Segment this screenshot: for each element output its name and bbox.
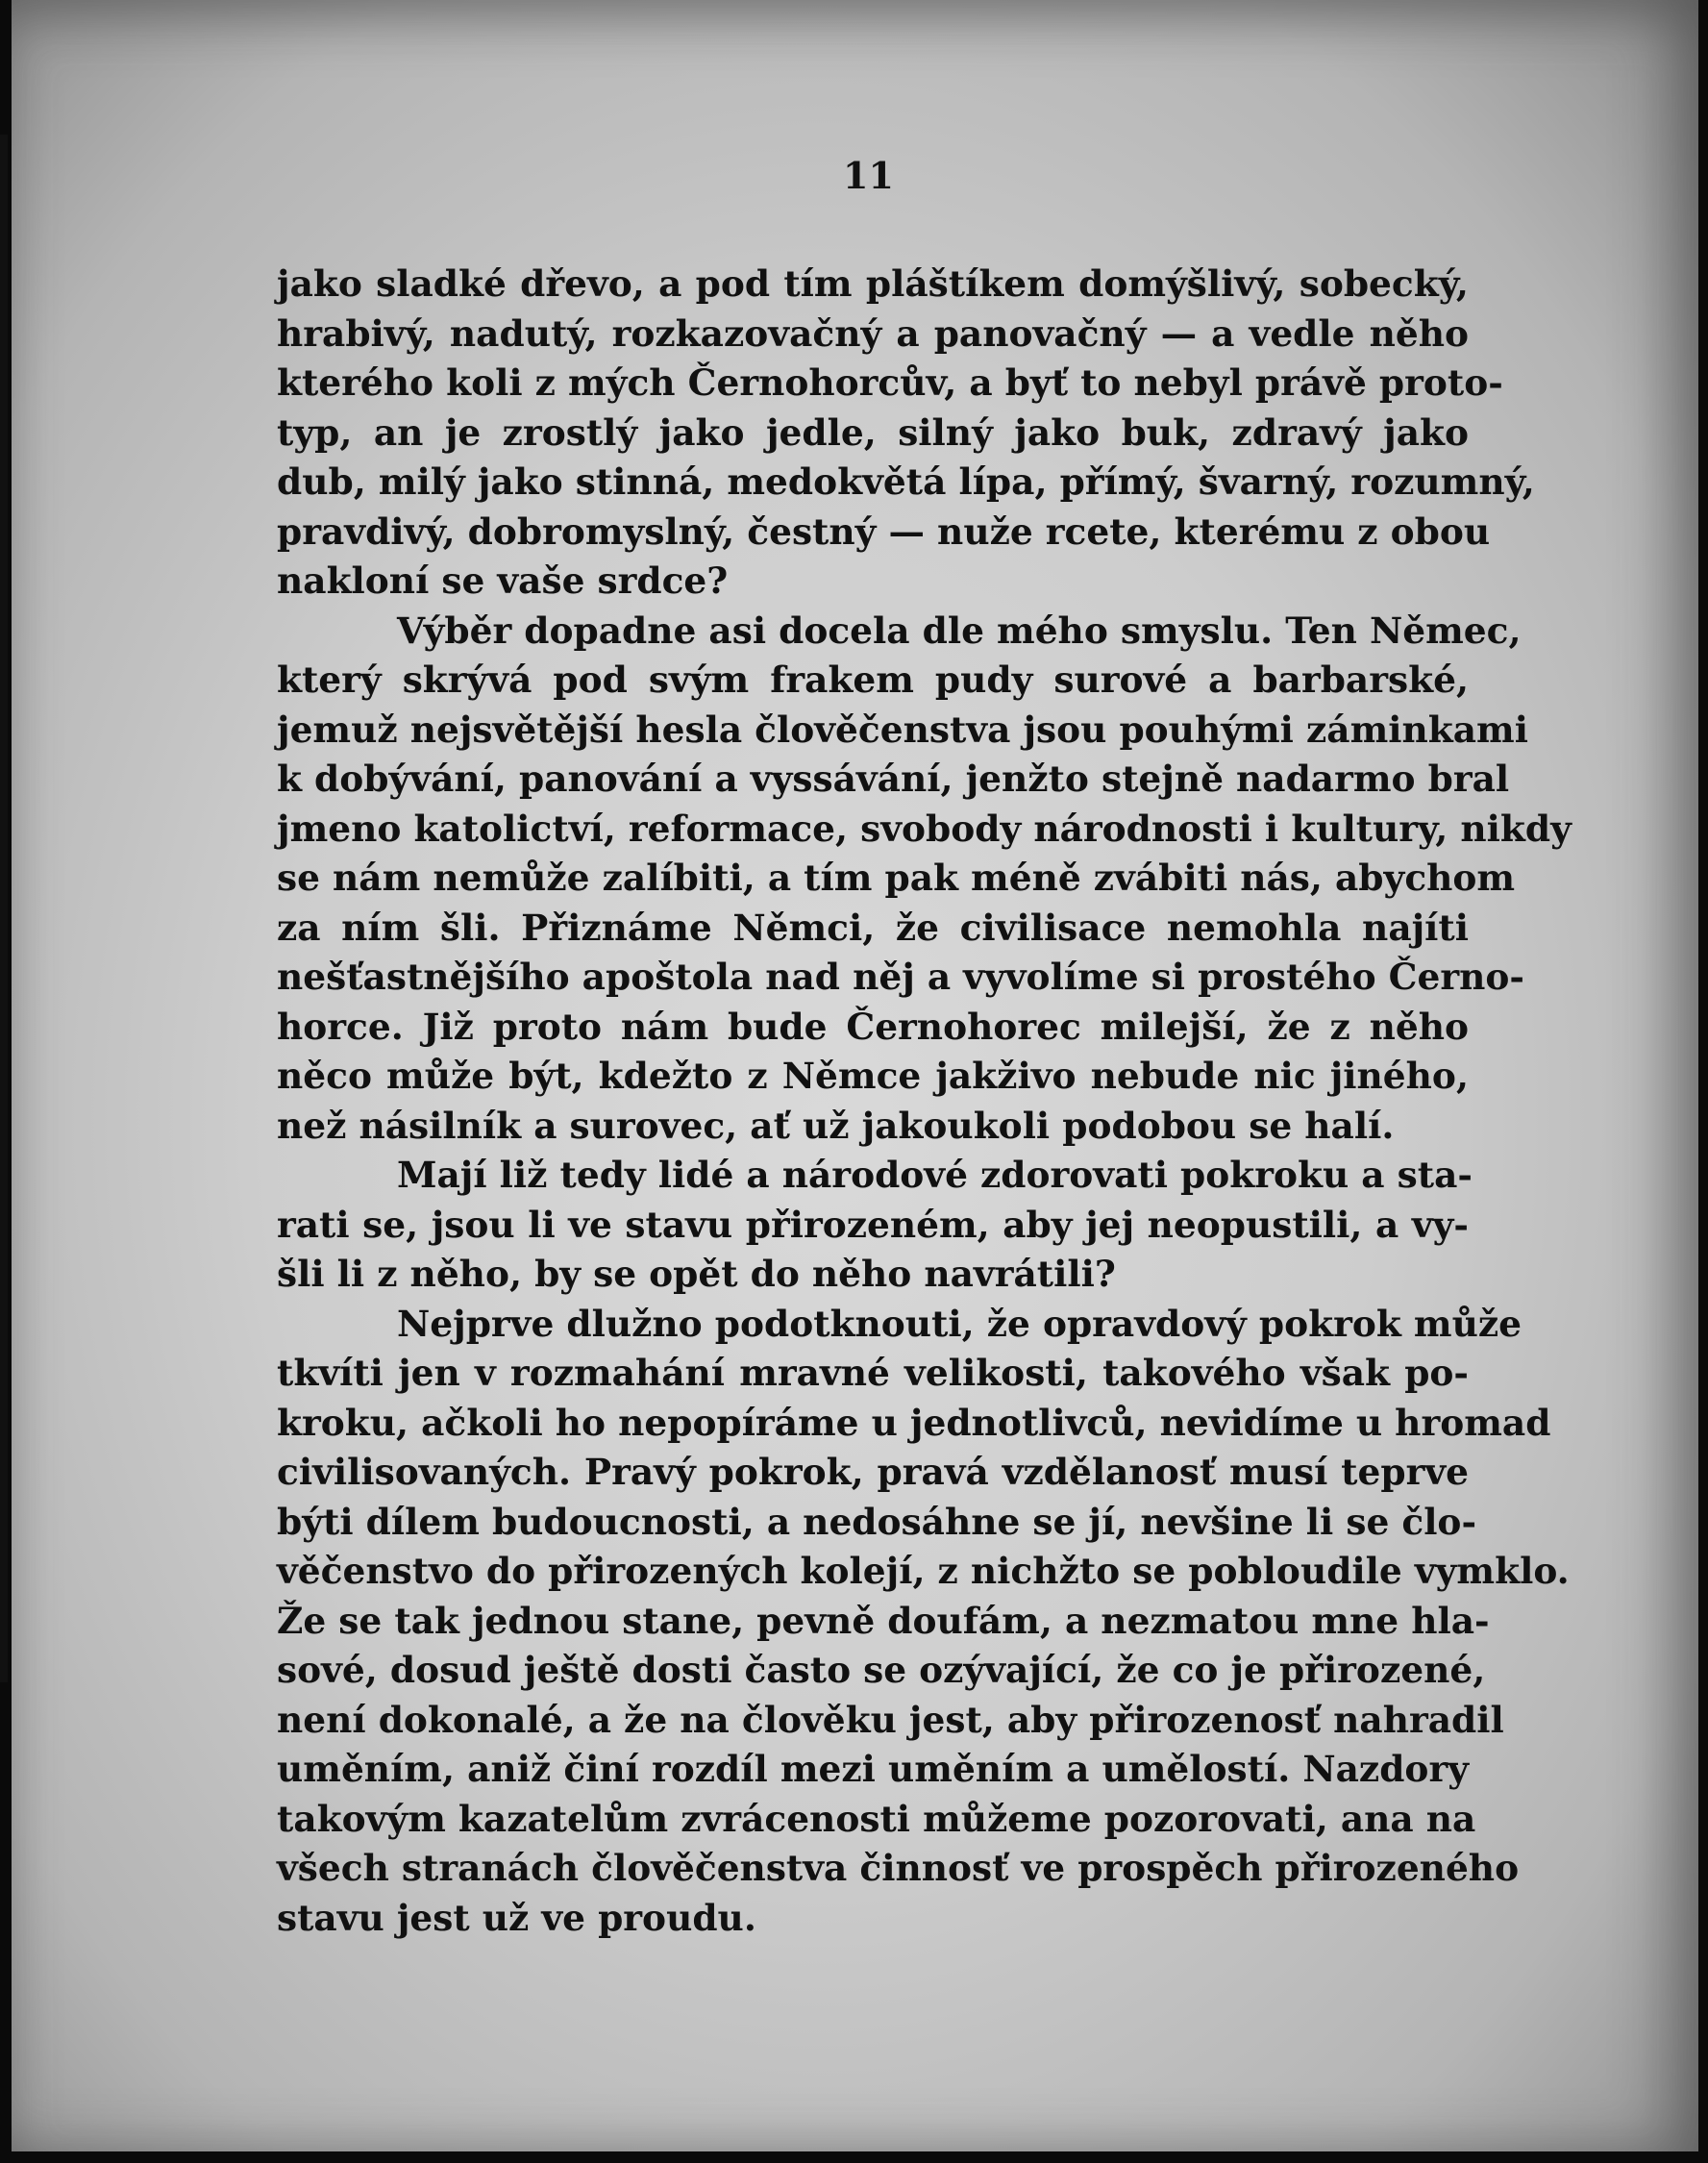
text-line: býti dílem budoucnosti, a nedosáhne se jí, nevšine li se člo- [277,1500,1477,1543]
text-line: který skrývá pod svým frakem pudy surové a barbarské, [277,659,1469,701]
paragraph [277,260,1535,607]
paragraph [277,1300,1570,1944]
text-line: jako sladké dřevo, a pod tím pláštíkem domýšlivý, sobecký, [277,262,1469,305]
text-line: Mají liž tedy lidé a národové zdorovati pokroku a sta- [397,1154,1473,1196]
text-line: Že se tak jednou stane, pevně doufám, a nezmatou mne hla- [277,1599,1490,1642]
text-line: uměním, aniž činí rozdíl mezi uměním a umělostí. Nazdory [277,1748,1469,1790]
text-line: sové, dosud ještě dosti často se ozývající, že co je přirozené, [277,1649,1486,1691]
text-line: všech stranách člověčenstva činnosť ve prospěch přirozeného [277,1847,1520,1889]
text-line: jmeno katolictví, reformace, svobody národnosti i kultury, nikdy [277,807,1572,850]
text-line: rati se, jsou li ve stavu přirozeném, aby jej neopustili, a vy- [277,1203,1469,1246]
text-line: civilisovaných. Pravý pokrok, pravá vzdělanosť musí teprve [277,1451,1469,1493]
text-line: pravdivý, dobromyslný, čestný — nuže rcete, kterému z obou [277,510,1491,553]
paragraph [277,607,1572,1152]
text-line: stavu jest už ve proudu. [277,1896,756,1939]
text-line: nakloní se vaše srdce? [277,559,729,602]
text-line: za ním šli. Přiznáme Němci, že civilisace nemohla najíti [277,906,1469,949]
text-line: k dobývání, panování a vyssávání, jenžto stejně nadarmo bral [277,758,1510,800]
binding-edge-mark [0,135,8,1682]
body-text [277,260,1572,1943]
text-line: takovým kazatelům zvrácenosti můžeme pozorovati, ana na [277,1797,1476,1840]
page-number: 11 [843,154,894,197]
text-line: horce. Již proto nám bude Černohorec milejší, že z něho [277,1005,1469,1048]
paragraph [277,1151,1473,1300]
text-line: jemuž nejsvětější hesla člověčenstva jsou pouhými záminkami [277,708,1528,751]
text-line: nešťastnějšího apoštola nad něj a vyvolíme si prostého Černo- [277,956,1524,998]
text-line: hrabivý, nadutý, rozkazovačný a panovačný — a vedle něho [277,311,1469,355]
text-line: něco může být, kdežto z Němce jakživo nebude nic jiného, [277,1055,1469,1097]
text-line: typ, an je zrostlý jako jedle, silný jako buk, zdravý jako [277,410,1469,454]
text-line: Výběr dopadne asi docela dle mého smyslu. Ten Němec, [397,609,1522,652]
text-line: kterého koli z mých Černohorcův, a byť to nebyl právě proto- [277,361,1503,404]
text-line: není dokonalé, a že na člověku jest, aby přirozenosť nahradil [277,1698,1504,1741]
text-line: věčenstvo do přirozených kolejí, z nichžto se pobloudile vymklo. [277,1550,1570,1592]
text-line: Nejprve dlužno podotknouti, že opravdový pokrok může [397,1302,1522,1345]
text-line: dub, milý jako stinná, medokvětá lípa, přímý, švarný, rozumný, [277,460,1535,503]
text-line: kroku, ačkoli ho nepopíráme u jednotlivců, nevidíme u hromad [277,1401,1551,1444]
text-line: se nám nemůže zalíbiti, a tím pak méně zvábiti nás, abychom [277,857,1516,899]
text-line: tkvíti jen v rozmahání mravné velikosti, takového však po- [277,1352,1469,1394]
text-line: než násilník a surovec, ať už jakoukoli podobou se halí. [277,1104,1395,1147]
text-line: šli li z něho, by se opět do něho navrátili? [277,1253,1116,1295]
